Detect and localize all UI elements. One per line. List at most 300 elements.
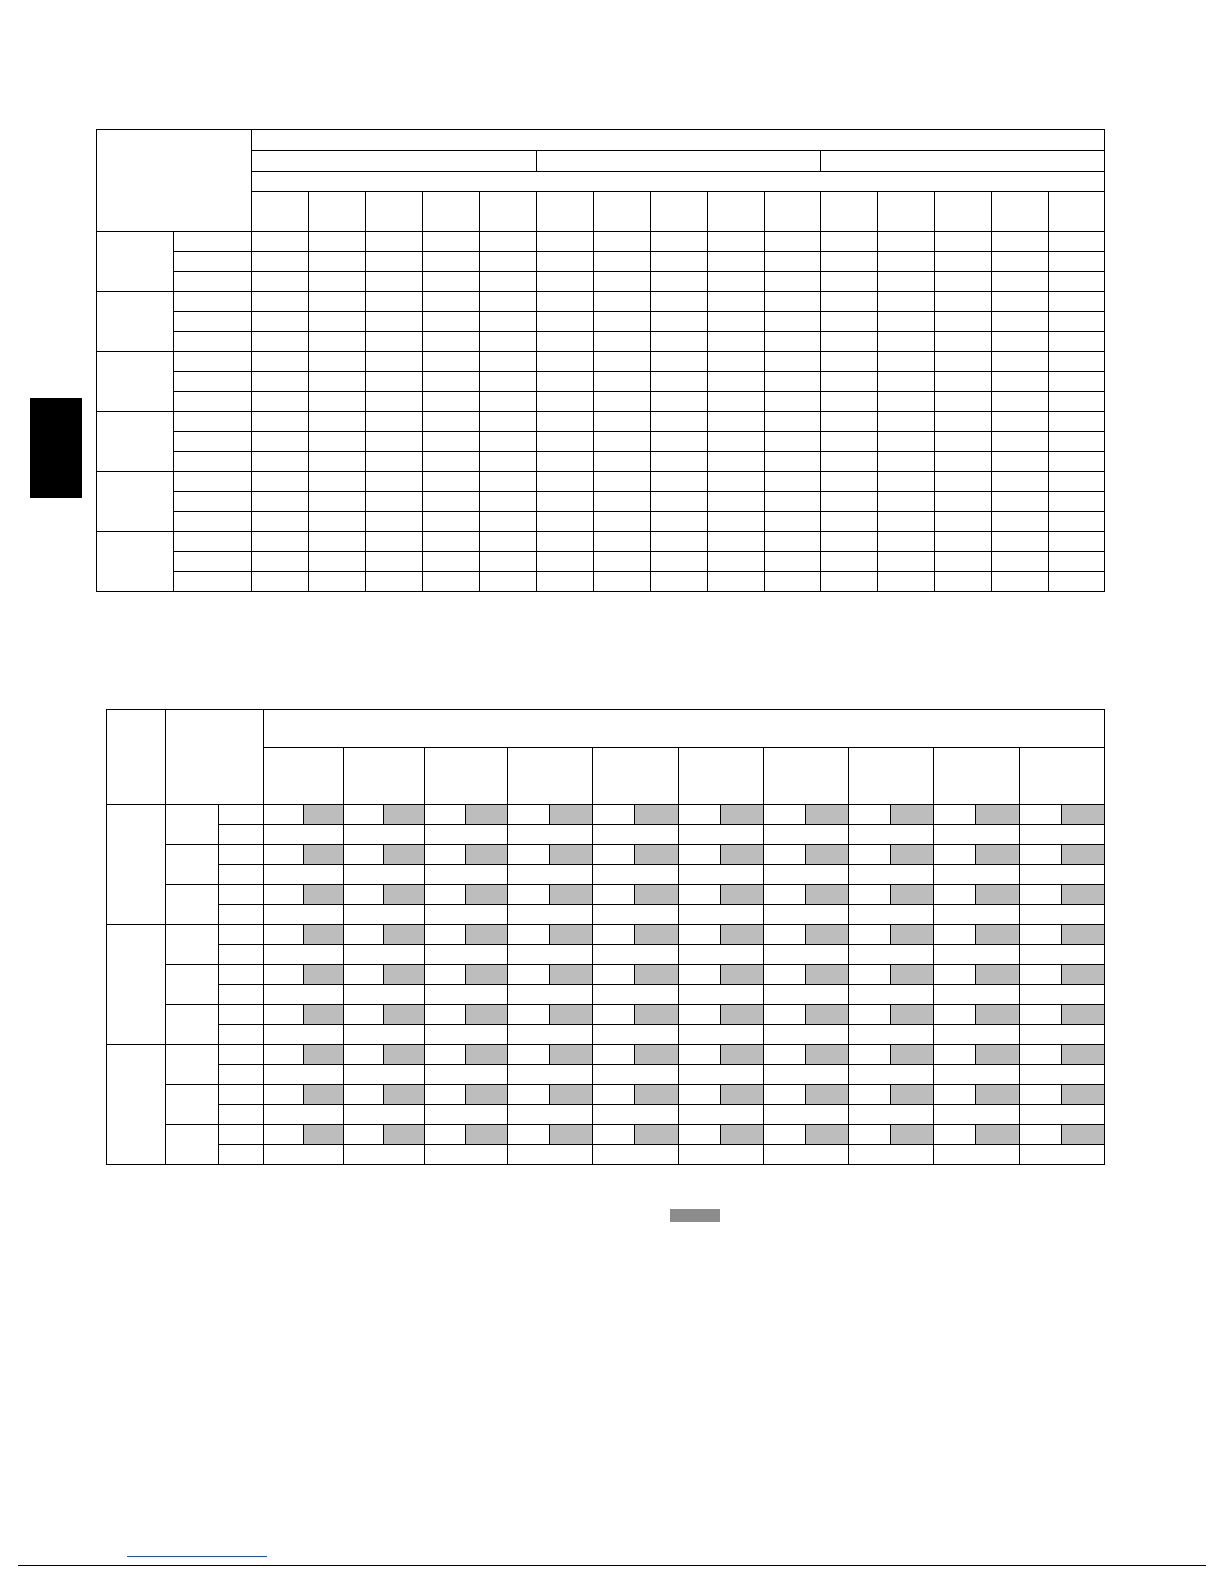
table-2-shaded-cell bbox=[303, 885, 343, 905]
table-1-row-label-cell bbox=[174, 332, 252, 352]
table-1-data-cell bbox=[537, 272, 594, 292]
table-1-data-cell bbox=[821, 432, 878, 452]
table-1-row-label-cell bbox=[174, 412, 252, 432]
table-2-shaded-cell bbox=[1061, 885, 1104, 905]
table-row bbox=[97, 352, 1105, 372]
table-1-data-cell bbox=[1049, 292, 1105, 312]
table-1-data-cell bbox=[480, 272, 537, 292]
table-2-data-cell bbox=[849, 1125, 891, 1145]
table-row bbox=[107, 885, 1105, 905]
table-2-data-cell bbox=[763, 1065, 848, 1085]
table-1-data-cell bbox=[935, 492, 992, 512]
table-1-row-label-cell bbox=[174, 352, 252, 372]
table-2-data-cell bbox=[593, 1005, 635, 1025]
table-2-data-cell bbox=[424, 1065, 507, 1085]
table-1-data-cell bbox=[821, 292, 878, 312]
table-1-data-cell bbox=[309, 512, 366, 532]
table-1-data-cell bbox=[765, 492, 821, 512]
table-1-data-cell bbox=[992, 372, 1049, 392]
table-2-data-cell bbox=[343, 1085, 383, 1105]
table-1-data-cell bbox=[423, 492, 480, 512]
table-1-data-cell bbox=[252, 452, 309, 472]
table-row bbox=[97, 532, 1105, 552]
table-2-shaded-cell bbox=[976, 1045, 1019, 1065]
table-1-data-cell bbox=[651, 272, 708, 292]
table-1-data-cell bbox=[708, 392, 765, 412]
table-2-shaded-cell bbox=[635, 845, 678, 865]
table-row bbox=[107, 1105, 1105, 1125]
table-2-row-label-cell bbox=[219, 885, 264, 905]
table-1-data-cell bbox=[366, 392, 423, 412]
table-2-shaded-cell bbox=[805, 805, 848, 825]
table-1-data-cell bbox=[537, 472, 594, 492]
table-row bbox=[97, 512, 1105, 532]
table-2-column-header-cell bbox=[1019, 748, 1104, 805]
table-2-data-cell bbox=[424, 1105, 507, 1125]
table-1-data-cell bbox=[935, 572, 992, 592]
table-2-shaded-cell bbox=[805, 965, 848, 985]
table-2-data-cell bbox=[424, 1125, 465, 1145]
table-row bbox=[97, 312, 1105, 332]
table-2-data-cell bbox=[678, 825, 763, 845]
table-1-data-cell bbox=[480, 252, 537, 272]
table-2-data-cell bbox=[678, 905, 763, 925]
table-1-header-title-cell bbox=[252, 130, 1105, 151]
table-1-data-cell bbox=[651, 292, 708, 312]
table-1-data-cell bbox=[821, 552, 878, 572]
table-1-data-cell bbox=[821, 232, 878, 252]
table-1-data-cell bbox=[935, 512, 992, 532]
table-1-data-cell bbox=[708, 512, 765, 532]
table-2-data-cell bbox=[508, 845, 550, 865]
table-row bbox=[97, 392, 1105, 412]
table-1-data-cell bbox=[480, 352, 537, 372]
table-1-data-cell bbox=[992, 472, 1049, 492]
table-1-data-cell bbox=[765, 572, 821, 592]
table-1-data-cell bbox=[935, 452, 992, 472]
table-1-data-cell bbox=[821, 392, 878, 412]
table-1-data-cell bbox=[366, 572, 423, 592]
table-1-data-cell bbox=[651, 472, 708, 492]
table-1-data-cell bbox=[765, 392, 821, 412]
table-2-shaded-cell bbox=[1061, 805, 1104, 825]
table-1-data-cell bbox=[992, 572, 1049, 592]
table-1-data-cell bbox=[423, 352, 480, 372]
table-2-data-cell bbox=[934, 1025, 1019, 1045]
table-1-row-group-cell bbox=[97, 232, 174, 292]
table-2-data-cell bbox=[1019, 1125, 1061, 1145]
table-1-data-cell bbox=[594, 272, 651, 292]
table-1-data-cell bbox=[594, 552, 651, 572]
table-2-data-cell bbox=[424, 1005, 465, 1025]
table-2-row-label-cell bbox=[219, 1125, 264, 1145]
table-2-shaded-cell bbox=[1061, 845, 1104, 865]
table-2-shaded-cell bbox=[550, 845, 593, 865]
table-2-data-cell bbox=[264, 805, 303, 825]
table-1-group-header-cell bbox=[537, 151, 821, 172]
table-2-data-cell bbox=[1019, 1105, 1104, 1125]
table-2-row-label-cell bbox=[219, 1045, 264, 1065]
table-1-data-cell bbox=[992, 512, 1049, 532]
table-2-data-cell bbox=[849, 985, 934, 1005]
table-1-data-cell bbox=[366, 272, 423, 292]
table-2-shaded-cell bbox=[891, 1045, 934, 1065]
table-1-data-cell bbox=[821, 252, 878, 272]
table-1-data-cell bbox=[480, 532, 537, 552]
table-1-row-group-cell bbox=[97, 292, 174, 352]
table-1-data-cell bbox=[537, 392, 594, 412]
table-2-shaded-cell bbox=[635, 925, 678, 945]
table-2-shaded-cell bbox=[383, 1045, 424, 1065]
table-2-data-cell bbox=[508, 825, 593, 845]
table-1-data-cell bbox=[252, 332, 309, 352]
table-2-shaded-cell bbox=[383, 1125, 424, 1145]
table-1-data-cell bbox=[765, 252, 821, 272]
table-2-data-cell bbox=[264, 985, 343, 1005]
table-2-data-cell bbox=[763, 985, 848, 1005]
table-2-data-cell bbox=[849, 965, 891, 985]
table-2-data-cell bbox=[508, 965, 550, 985]
table-1-data-cell bbox=[651, 572, 708, 592]
table-2-data-cell bbox=[1019, 865, 1104, 885]
table-1-data-cell bbox=[708, 372, 765, 392]
table-1-data-cell bbox=[1049, 232, 1105, 252]
table-1-data-cell bbox=[992, 492, 1049, 512]
table-2-shaded-cell bbox=[720, 1085, 763, 1105]
table-2-data-cell bbox=[934, 865, 1019, 885]
table-2-data-cell bbox=[424, 945, 507, 965]
table-2-shaded-cell bbox=[383, 1005, 424, 1025]
table-row bbox=[97, 412, 1105, 432]
table-1-column-header-cell bbox=[594, 192, 651, 232]
table-1-row-label-cell bbox=[174, 432, 252, 452]
table-1-data-cell bbox=[992, 412, 1049, 432]
table-1-data-cell bbox=[423, 432, 480, 452]
table-1-data-cell bbox=[366, 232, 423, 252]
table-2-data-cell bbox=[593, 1025, 678, 1045]
table-2-shaded-cell bbox=[805, 1005, 848, 1025]
table-2-row-label-cell bbox=[219, 1025, 264, 1045]
table-1-data-cell bbox=[480, 492, 537, 512]
table-2-shaded-cell bbox=[976, 845, 1019, 865]
table-1-data-cell bbox=[935, 372, 992, 392]
table-1-row-label-cell bbox=[174, 312, 252, 332]
table-2-data-cell bbox=[934, 965, 976, 985]
table-1-data-cell bbox=[423, 332, 480, 352]
table-1-data-cell bbox=[651, 392, 708, 412]
table-2-data-cell bbox=[763, 1085, 805, 1105]
table-2-data-cell bbox=[343, 1005, 383, 1025]
table-2-data-cell bbox=[1019, 905, 1104, 925]
table-1-data-cell bbox=[708, 412, 765, 432]
footer-link-underline[interactable] bbox=[127, 1556, 267, 1557]
table-2-shaded-cell bbox=[635, 885, 678, 905]
table-2-data-cell bbox=[1019, 825, 1104, 845]
table-1-data-cell bbox=[252, 252, 309, 272]
table-1-data-cell bbox=[821, 492, 878, 512]
table-2-shaded-cell bbox=[550, 965, 593, 985]
table-1-data-cell bbox=[252, 312, 309, 332]
table-1-subheader-cell bbox=[252, 172, 1105, 192]
table-2-data-cell bbox=[593, 865, 678, 885]
table-row bbox=[97, 232, 1105, 252]
table-2-data-cell bbox=[934, 845, 976, 865]
table-2-row-label-cell bbox=[219, 1005, 264, 1025]
table-row bbox=[107, 825, 1105, 845]
table-2-data-cell bbox=[1019, 1005, 1061, 1025]
table-2-shaded-cell bbox=[805, 1085, 848, 1105]
table-2-data-cell bbox=[1019, 985, 1104, 1005]
table-2-data-cell bbox=[934, 1065, 1019, 1085]
table-row bbox=[97, 552, 1105, 572]
table-2-row-subgroup-cell bbox=[166, 965, 219, 1005]
table-2-data-cell bbox=[264, 1005, 303, 1025]
table-1-column-header-cell bbox=[309, 192, 366, 232]
table-1-data-cell bbox=[651, 492, 708, 512]
table-2-shaded-cell bbox=[891, 1085, 934, 1105]
table-2-shaded-cell bbox=[635, 1005, 678, 1025]
table-2-data-cell bbox=[424, 885, 465, 905]
table-1-data-cell bbox=[935, 532, 992, 552]
table-2-shaded-cell bbox=[550, 1045, 593, 1065]
table-2-data-cell bbox=[264, 1085, 303, 1105]
table-row bbox=[97, 372, 1105, 392]
table-1-data-cell bbox=[480, 232, 537, 252]
table-2-data-cell bbox=[1019, 1065, 1104, 1085]
table-1-data-cell bbox=[594, 412, 651, 432]
table-1-data-cell bbox=[366, 452, 423, 472]
table-row bbox=[107, 805, 1105, 825]
table-1-data-cell bbox=[252, 352, 309, 372]
table-2-data-cell bbox=[1019, 1145, 1104, 1165]
table-1-data-cell bbox=[1049, 252, 1105, 272]
table-2-row-label-cell bbox=[219, 925, 264, 945]
table-2-row-label-cell bbox=[219, 965, 264, 985]
table-1-column-header-cell bbox=[480, 192, 537, 232]
table-1-data-cell bbox=[423, 472, 480, 492]
table-1-data-cell bbox=[935, 352, 992, 372]
table-1-data-cell bbox=[423, 572, 480, 592]
table-2-data-cell bbox=[508, 905, 593, 925]
table-1-data-cell bbox=[878, 472, 935, 492]
table-1-data-cell bbox=[878, 392, 935, 412]
table-1-data-cell bbox=[537, 412, 594, 432]
table-row bbox=[107, 1065, 1105, 1085]
table-2-row-subgroup-cell bbox=[166, 845, 219, 885]
table-1-data-cell bbox=[992, 272, 1049, 292]
table-1-data-cell bbox=[708, 272, 765, 292]
table-row bbox=[107, 965, 1105, 985]
table-1-data-cell bbox=[651, 372, 708, 392]
table-1-data-cell bbox=[878, 252, 935, 272]
table-2-data-cell bbox=[1019, 1025, 1104, 1045]
table-2-row-group-cell bbox=[107, 805, 166, 925]
table-2-shaded-cell bbox=[383, 885, 424, 905]
table-1-data-cell bbox=[423, 232, 480, 252]
table-2-row-group-cell bbox=[107, 925, 166, 1045]
table-2-data-cell bbox=[934, 1045, 976, 1065]
table-2-data-cell bbox=[1019, 945, 1104, 965]
table-1-data-cell bbox=[708, 432, 765, 452]
table-2-shaded-cell bbox=[303, 1085, 343, 1105]
table-2-shaded-cell bbox=[303, 925, 343, 945]
table-1-data-cell bbox=[480, 312, 537, 332]
table-2-data-cell bbox=[849, 925, 891, 945]
table-2-data-cell bbox=[1019, 1085, 1061, 1105]
table-1-data-cell bbox=[935, 392, 992, 412]
table-1-data-cell bbox=[992, 552, 1049, 572]
table-1-data-cell bbox=[309, 412, 366, 432]
table-2-data-cell bbox=[678, 805, 720, 825]
table-1-data-cell bbox=[366, 312, 423, 332]
table-1-data-cell bbox=[878, 512, 935, 532]
table-1-column-header-cell bbox=[878, 192, 935, 232]
table-2-data-cell bbox=[1019, 925, 1061, 945]
table-row bbox=[97, 452, 1105, 472]
table-2-data-cell bbox=[934, 1085, 976, 1105]
table-2-shaded-cell bbox=[550, 805, 593, 825]
table-2-data-cell bbox=[424, 825, 507, 845]
table-row bbox=[107, 1085, 1105, 1105]
table-2-shaded-cell bbox=[303, 1045, 343, 1065]
table-1-data-cell bbox=[309, 252, 366, 272]
table-2-shaded-cell bbox=[805, 1045, 848, 1065]
table-1-data-cell bbox=[309, 452, 366, 472]
table-2-data-cell bbox=[678, 965, 720, 985]
table-2-row-subgroup-cell bbox=[166, 805, 219, 845]
table-2-data-cell bbox=[849, 1045, 891, 1065]
table-2-data-cell bbox=[678, 985, 763, 1005]
table-2-row-label-cell bbox=[219, 1145, 264, 1165]
table-1-data-cell bbox=[821, 352, 878, 372]
table-2-data-cell bbox=[424, 1025, 507, 1045]
table-2-shaded-cell bbox=[720, 1125, 763, 1145]
table-2-shaded-cell bbox=[466, 885, 508, 905]
table-1-data-cell bbox=[935, 312, 992, 332]
table-2-shaded-cell bbox=[550, 1125, 593, 1145]
table-1-data-cell bbox=[708, 552, 765, 572]
table-2-row-label-cell bbox=[219, 985, 264, 1005]
table-1-data-cell bbox=[480, 392, 537, 412]
table-2-data-cell bbox=[264, 945, 343, 965]
table-2-data-cell bbox=[508, 1045, 550, 1065]
table-1-data-cell bbox=[594, 252, 651, 272]
table-2-data-cell bbox=[678, 845, 720, 865]
table-2-shaded-cell bbox=[805, 885, 848, 905]
table-1-data-cell bbox=[366, 472, 423, 492]
table-1-data-cell bbox=[423, 412, 480, 432]
table-2-shaded-cell bbox=[383, 965, 424, 985]
table-2-column-header-cell bbox=[343, 748, 424, 805]
table-2-shaded-cell bbox=[635, 1125, 678, 1145]
table-row bbox=[97, 252, 1105, 272]
table-2-row-subgroup-cell bbox=[166, 925, 219, 965]
table-1-data-cell bbox=[651, 452, 708, 472]
table-2-row-subgroup-cell bbox=[166, 885, 219, 925]
table-2-shaded-cell bbox=[550, 1085, 593, 1105]
table-1-data-cell bbox=[480, 472, 537, 492]
table-2-data-cell bbox=[424, 845, 465, 865]
table-2-shaded-cell bbox=[805, 845, 848, 865]
table-1-data-cell bbox=[708, 252, 765, 272]
table-2-data-cell bbox=[593, 905, 678, 925]
table-1-column-header-cell bbox=[537, 192, 594, 232]
table-1-data-cell bbox=[878, 432, 935, 452]
table-2-data-cell bbox=[508, 885, 550, 905]
table-2-shaded-cell bbox=[1061, 1085, 1104, 1105]
table-1-data-cell bbox=[821, 512, 878, 532]
table-1-data-cell bbox=[1049, 532, 1105, 552]
table-1-data-cell bbox=[366, 552, 423, 572]
table-2-shaded-cell bbox=[720, 965, 763, 985]
table-1-data-cell bbox=[1049, 272, 1105, 292]
table-row bbox=[107, 905, 1105, 925]
table-2-data-cell bbox=[934, 825, 1019, 845]
table-1-data-cell bbox=[651, 512, 708, 532]
table-2-data-cell bbox=[934, 945, 1019, 965]
table-1-data-cell bbox=[878, 492, 935, 512]
table-1-data-cell bbox=[423, 532, 480, 552]
table-2-row-subgroup-cell bbox=[166, 1045, 219, 1085]
table-2-shaded-cell bbox=[466, 1085, 508, 1105]
table-2-shaded-cell bbox=[805, 925, 848, 945]
table-1-data-cell bbox=[651, 252, 708, 272]
table-1-data-cell bbox=[537, 332, 594, 352]
table-2-data-cell bbox=[264, 885, 303, 905]
table-1-data-cell bbox=[992, 292, 1049, 312]
table-2-shaded-cell bbox=[720, 1005, 763, 1025]
table-1-data-cell bbox=[992, 352, 1049, 372]
table-1-data-cell bbox=[1049, 312, 1105, 332]
table-2-data-cell bbox=[849, 1085, 891, 1105]
table-2-data-cell bbox=[849, 825, 934, 845]
section-side-tab bbox=[30, 398, 82, 498]
table-2-data-cell bbox=[264, 1105, 343, 1125]
table-2-data-cell bbox=[849, 1145, 934, 1165]
table-1-data-cell bbox=[935, 332, 992, 352]
table-1-data-cell bbox=[765, 272, 821, 292]
table-2-data-cell bbox=[343, 1045, 383, 1065]
table-1-data-cell bbox=[309, 232, 366, 252]
table-2-shaded-cell bbox=[891, 845, 934, 865]
table-2-data-cell bbox=[849, 1025, 934, 1045]
table-2-data-cell bbox=[593, 1045, 635, 1065]
table-2-column-header-cell bbox=[678, 748, 763, 805]
table-2-data-cell bbox=[508, 1105, 593, 1125]
table-2-shaded-cell bbox=[891, 965, 934, 985]
table-1-column-header-cell bbox=[708, 192, 765, 232]
table-1-data-cell bbox=[309, 492, 366, 512]
table-2-corner-cell bbox=[107, 710, 166, 805]
table-2-data-cell bbox=[593, 1105, 678, 1125]
table-1-data-cell bbox=[594, 512, 651, 532]
table-2-shaded-cell bbox=[635, 805, 678, 825]
table-2-shaded-cell bbox=[550, 1005, 593, 1025]
table-2-data-cell bbox=[508, 805, 550, 825]
table-1-data-cell bbox=[537, 312, 594, 332]
table-1-data-cell bbox=[309, 312, 366, 332]
table-2-shaded-cell bbox=[1061, 1125, 1104, 1145]
table-2-shaded-cell bbox=[466, 925, 508, 945]
table-1-data-cell bbox=[878, 572, 935, 592]
table-row bbox=[107, 1025, 1105, 1045]
table-2-data-cell bbox=[678, 1065, 763, 1085]
table-1-data-cell bbox=[537, 532, 594, 552]
table-2-data-cell bbox=[343, 1105, 424, 1125]
table-2-data-cell bbox=[508, 925, 550, 945]
table-2-shaded-cell bbox=[466, 1125, 508, 1145]
table-1-data-cell bbox=[935, 252, 992, 272]
